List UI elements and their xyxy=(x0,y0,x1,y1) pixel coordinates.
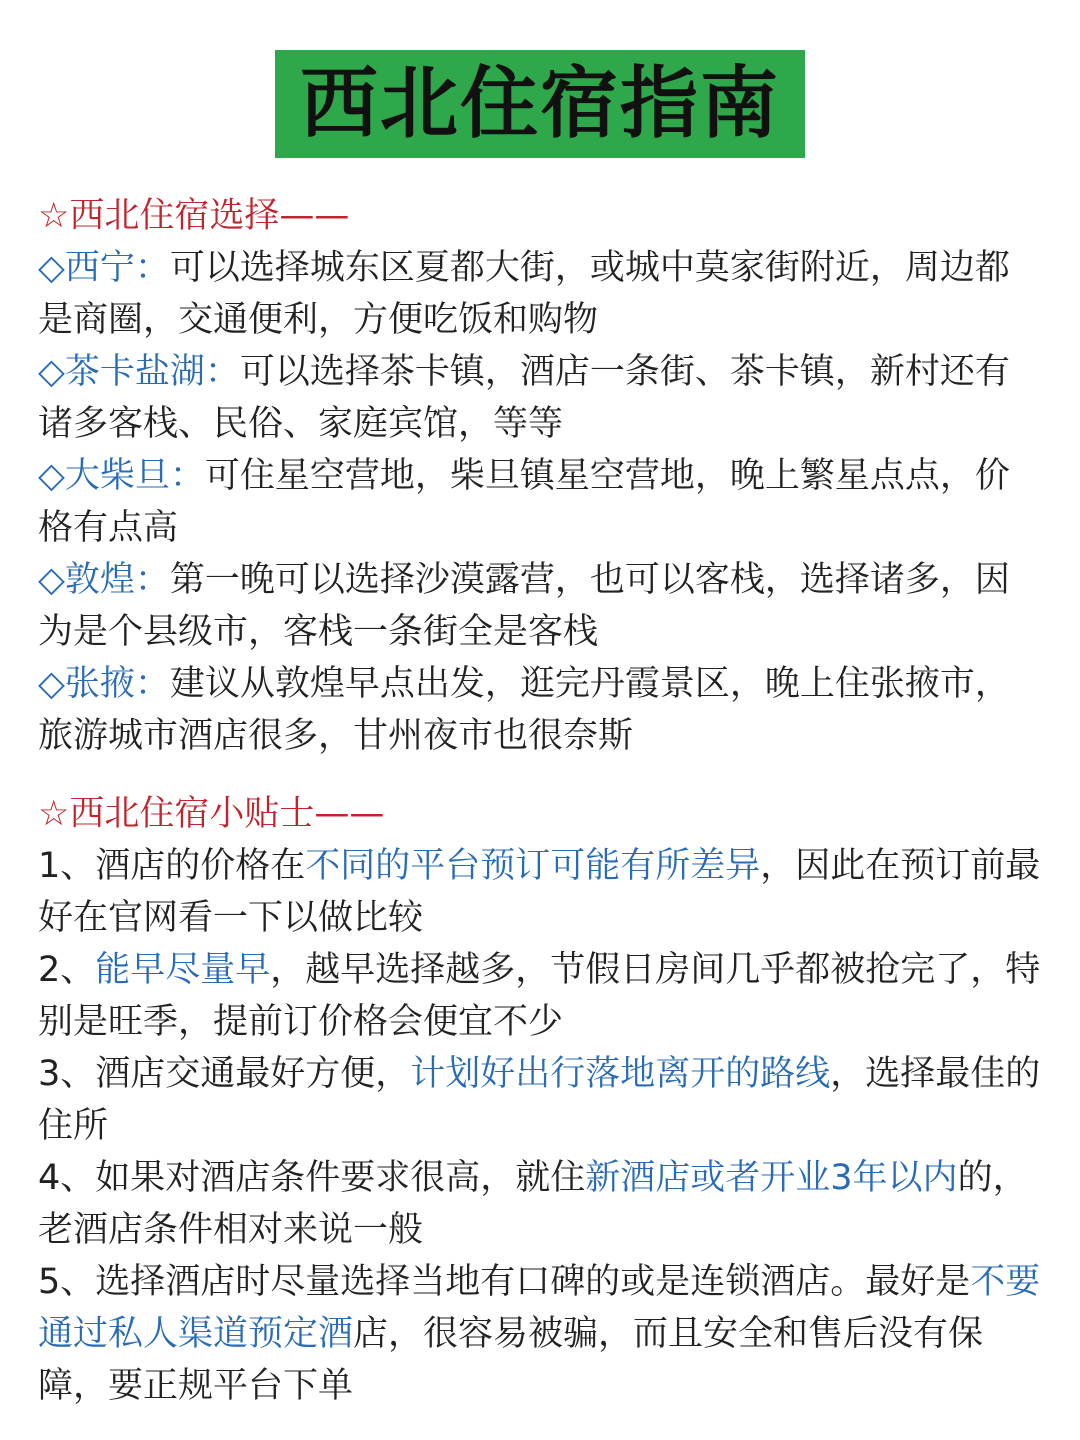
tip-item-1 xyxy=(38,840,1043,944)
tip-text: 4、如果对酒店条件要求很高，就住 xyxy=(38,1158,586,1198)
tip-text: 店，很容易被骗，而且安全和售后没有保障，要正规平台下单 xyxy=(38,1314,984,1406)
list-item-dachaidan xyxy=(38,450,1043,554)
item-text: 可以选择城东区夏都大街，或城中莫家街附近，周边都是商圈，交通便利，方便吃饭和购物 xyxy=(38,248,1010,340)
tip-text: 5、选择酒店时尽量选择当地有口碑的或是连锁酒店。最好是 xyxy=(38,1262,971,1302)
tip-text: ，因此在预订前最好在官网看一下以做比较 xyxy=(38,846,1041,938)
section-tips xyxy=(38,788,1043,1412)
list-item-zhangye xyxy=(38,658,1043,762)
tip-highlight: 能早尽量早 xyxy=(95,950,271,990)
item-label: ◇茶卡盐湖： xyxy=(38,352,240,392)
tip-item-2 xyxy=(38,944,1043,1048)
tip-highlight: 不同的平台预订可能有所差异 xyxy=(305,846,761,886)
item-text: 第一晚可以选择沙漠露营，也可以客栈，选择诸多，因为是个县级市，客栈一条街全是客栈 xyxy=(38,560,1010,652)
list-item-chaka xyxy=(38,346,1043,450)
tip-text: ，选择最佳的住所 xyxy=(38,1054,1041,1146)
item-label: ◇张掖： xyxy=(38,664,170,704)
tip-highlight: 不要通过私人渠道预定酒 xyxy=(38,1262,1041,1354)
section-header: ☆西北住宿小贴士—— xyxy=(38,794,385,834)
tip-text: 1、酒店的价格在 xyxy=(38,846,306,886)
item-label: ◇西宁： xyxy=(38,248,170,288)
item-label: ◇敦煌： xyxy=(38,560,170,600)
tip-text: 3、酒店交通最好方便， xyxy=(38,1054,411,1094)
tip-item-5 xyxy=(38,1256,1043,1412)
page-title: 西北住宿指南 xyxy=(299,59,780,149)
item-label: ◇大柴旦： xyxy=(38,456,205,496)
tip-item-4 xyxy=(38,1152,1043,1256)
tip-text: 的，老酒店条件相对来说一般 xyxy=(38,1158,1028,1250)
list-item-dunhuang xyxy=(38,554,1043,658)
section-header: ☆西北住宿选择—— xyxy=(38,196,350,236)
item-text: 可住星空营地，柴旦镇星空营地，晚上繁星点点，价格有点高 xyxy=(38,456,1010,548)
list-item-xining xyxy=(38,242,1043,346)
section-accommodation-choice xyxy=(38,190,1043,762)
title-banner xyxy=(275,50,805,158)
item-text: 可以选择茶卡镇，酒店一条街、茶卡镇，新村还有诸多客栈、民俗、家庭宾馆，等等 xyxy=(38,352,1010,444)
tip-text: ，越早选择越多，节假日房间几乎都被抢完了，特别是旺季，提前订价格会便宜不少 xyxy=(38,950,1041,1042)
guide-content xyxy=(38,190,1043,1412)
tip-highlight: 计划好出行落地离开的路线 xyxy=(410,1054,831,1094)
tip-highlight: 新酒店或者开业3年以内 xyxy=(585,1158,958,1198)
tip-item-3 xyxy=(38,1048,1043,1152)
item-text: 建议从敦煌早点出发，逛完丹霞景区，晚上住张掖市，旅游城市酒店很多，甘州夜市也很奈斯 xyxy=(38,664,1010,756)
tip-text: 2、 xyxy=(38,950,96,990)
